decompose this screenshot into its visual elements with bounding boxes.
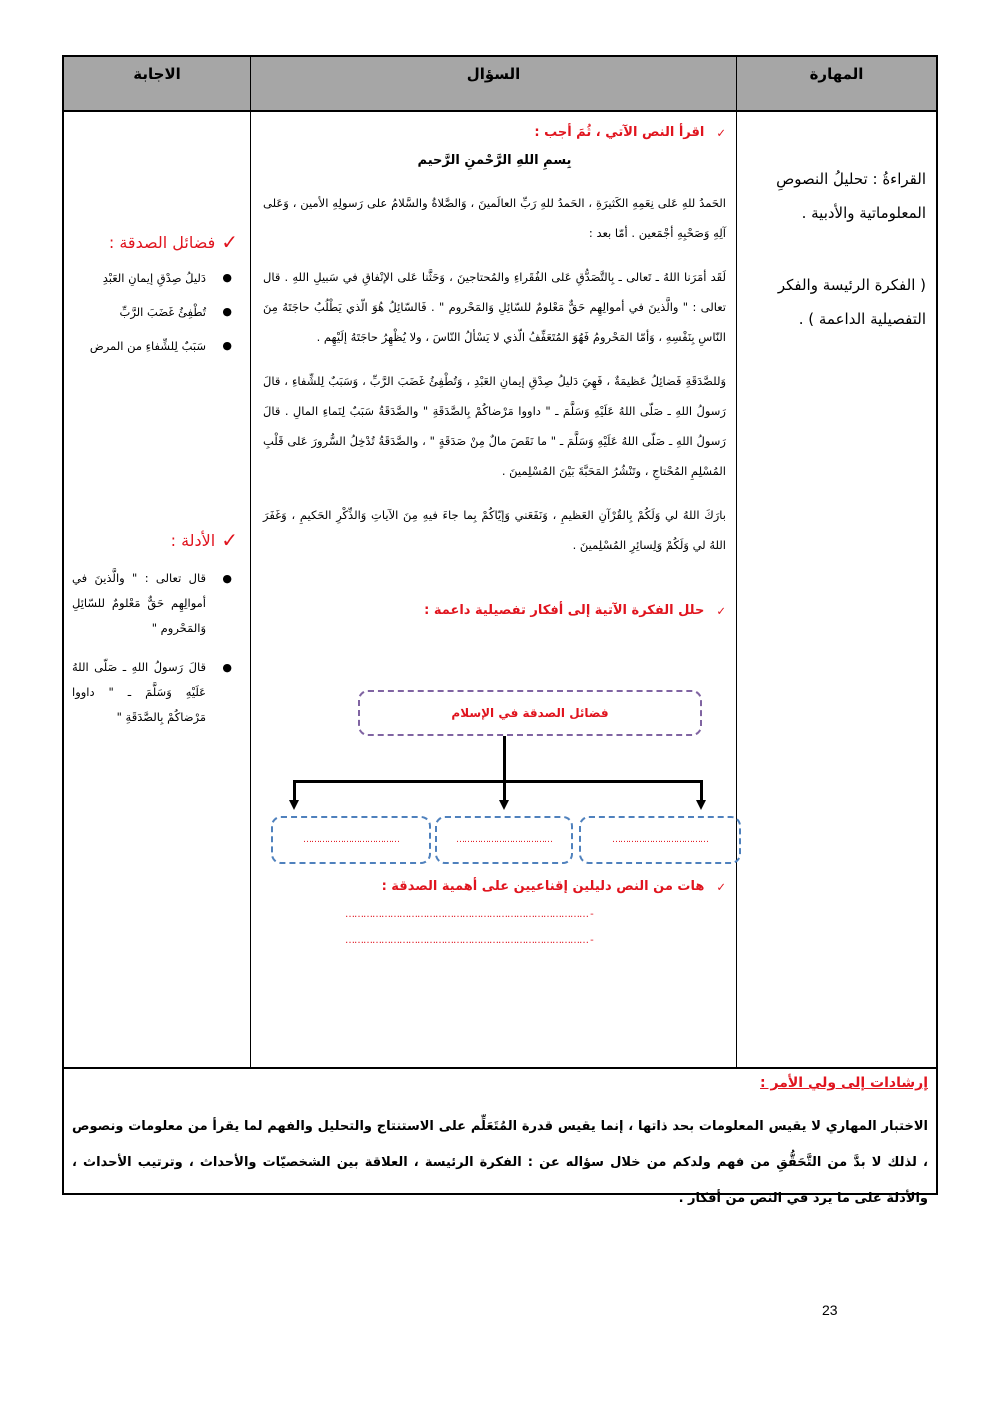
task-3-line	[263, 872, 726, 902]
answer-column	[64, 112, 250, 1067]
skill-description: القراءةُ : تحليلُ النصوصِ المعلوماتية والأدبية .	[776, 170, 926, 222]
list-item: ● دَليلُ صِدْقِ إيمانِ العَبْدِ	[72, 264, 238, 292]
question-column	[250, 112, 736, 1067]
answer-line-1[interactable]: - ………………………………………………………………………	[345, 909, 593, 920]
evidence-heading	[72, 528, 238, 552]
sub-idea-box-2[interactable]: ………………………………	[435, 816, 573, 864]
worksheet-table	[62, 55, 938, 1206]
arrow-down-icon	[289, 800, 299, 810]
virtues-title: فضائل الصدقة :	[108, 232, 216, 252]
header-question: السؤال	[250, 57, 736, 110]
passage-paragraph-3: وَللصَّدَقَةِ فَضائِلُ عَظيمَةٌ ، فَهِيَ دَليلُ صِدْقِ إيمانِ العَبْدِ ، وَتُطْفِئُ غَضَبَ الرَّبِّ ، وَسَبَبٌ لِلشِّفاءِ ، قالَ رَسولُ اللهِ ـ صَلّى اللهُ عَلَيْهِ وَسَلَّمَ ـ " داووا مَرْضاكُمْ بِالصَّدَقَةِ " والصَّدَقَةُ سَبَبٌ لِنَماءِ المالِ . قالَ رَسولُ اللهِ ـ صَلّى اللهُ عَلَيْهِ وَسَلَّمَ ـ " ما نَقَصَ مالٌ مِنْ صَدَقَةٍ " ، والصَّدَقَةُ تُدْخِلُ السُّرورَ عَلى قَلْبِ المُسْلِمِ المُحْتاجِ ، وتَنْشُرُ المَحَبَّةَ بَيْنَ المُسْلِمينَ .	[263, 374, 726, 478]
connector-horizontal	[293, 780, 703, 783]
check-icon: ✓	[716, 604, 726, 618]
check-icon: ✓	[716, 126, 726, 140]
arrow-down-icon	[499, 800, 509, 810]
sub-idea-box-1[interactable]: ………………………………	[271, 816, 431, 864]
connector-left	[293, 780, 296, 802]
guidance-text: الاختبار المهاري لا يقيس المعلومات بحد ذاتها ، إنما يقيس قدرة المُتَعَلِّم على الاستنتاج والتحليل والفهم لما يقرأ من معلومات ونصوص ، لذلك لا بدَّ من التَّحَقُّقِ من فهم ولدكم من خلال سؤاله عن : الفكرة الرئيسة ، العلاقة بين الشخصيّات والأحداث ، وترتيب الأحداث ، والأدلة على ما يرد في النص من أفكار .	[72, 1119, 928, 1206]
list-item: ● تُطْفِئُ غَضَبَ الرَّبِّ	[72, 298, 238, 326]
evidence-title: الأدلة :	[170, 530, 216, 550]
main-idea-box: فضائل الصدقة في الإسلام	[358, 690, 702, 736]
connector-right	[700, 780, 703, 802]
check-icon: ✓	[716, 880, 726, 894]
passage-paragraph-2: لَقَد أمَرَنا اللهُ ـ تَعالى ـ بِالتَّصَدُّقِ عَلى الفُقَراءِ والمُحتاجينَ ، وَحَثَّنا عَلى الإنْفاقِ في سَبيلِ اللهِ . قال تعالى : " والَّذينَ في أموالِهِم حَقٌّ مَعْلومٌ للسّائِلِ وَالمَحْروم " . فَالسّائِلُ هُوَ الّذي يَطْلُبُ حاجَتَهُ مِنَ النّاسِ بِنَفْسِهِ ، وَأمّا المَحْرومُ فَهُوَ المُتَعَفِّفُ الّذي لا يَسْألُ النّاسَ ، ولا يُظْهِرُ حاجَتَهُ إلَيْهِم .	[263, 270, 726, 344]
guidance-title: إرشادات إلى ولي الأمر :	[760, 1075, 928, 1091]
skill-focus: ( الفكرة الرئيسة والفكر التفصيلية الداعمة ) .	[777, 276, 926, 328]
reading-instruction: اقرأ النص الآتي ، ثُمَ أجب :	[534, 125, 705, 140]
list-item: ● قال تعالى : " والَّذينَ في أموالِهِم حَقٌّ مَعْلومٌ للسّائِلِ وَالمَحْروم "	[72, 566, 238, 641]
virtues-heading	[72, 230, 238, 254]
sub-idea-box-3[interactable]: ………………………………	[579, 816, 741, 864]
connector-middle	[503, 780, 506, 802]
list-item: ● قالَ رَسولُ اللهِ ـ صَلّى اللهُ عَلَيْهِ وَسَلَّمَ ـ " داووا مَرْضاكُمْ بِالصَّدَقَةِ "	[72, 655, 238, 730]
virtues-list	[72, 264, 238, 360]
basmala: بِسمِ اللهِ الرَّحْمنِ الرَّحيم	[417, 153, 572, 168]
table-header-row	[64, 57, 936, 112]
analysis-task: حلل الفكرة الآتية إلى أفكار تفصيلية داعمة :	[424, 603, 705, 618]
task-2-line	[263, 596, 726, 626]
passage-paragraph-4: بارَكَ اللهُ لي وَلَكُمْ بِالقُرْآنِ العَظيمِ ، وَنَفَعَني وَإيّاكُمْ بِما جاءَ فيهِ مِنَ الآياتِ وَالذِّكْرِ الحَكيمِ ، وَغَفَرَ اللهُ لي وَلَكُمْ وَلِسائِرِ المُسْلِمينَ .	[263, 508, 726, 552]
table-body-row	[64, 112, 936, 1069]
idea-diagram	[263, 634, 726, 874]
connector-vertical	[503, 736, 506, 782]
header-answer: الاجابة	[133, 65, 181, 83]
parent-guidance	[64, 1069, 936, 1206]
arrow-down-icon	[696, 800, 706, 810]
evidence-list	[72, 566, 238, 730]
list-item: ● سَبَبٌ لِلشِّفاءِ من المرض	[72, 332, 238, 360]
page-number: 23	[822, 1302, 838, 1318]
answer-line-2[interactable]: - ………………………………………………………………………	[345, 935, 593, 946]
check-icon: ✓	[221, 528, 238, 552]
check-icon: ✓	[221, 230, 238, 254]
skill-column	[736, 112, 936, 1067]
passage-paragraph-1: الحَمدُ للهِ عَلى نِعَمِهِ الكَثيرَةِ ، الحَمدُ للهِ رَبِّ العالَمينَ ، وَالصَّلاةُ والسَّلامُ على رَسولِهِ الأمين ، وَعَلى آلِهِ وَصَحْبِهِ أجْمَعين . أمّا بعد :	[263, 196, 726, 240]
evidence-task: هات من النص دليلين إقناعيين على أهمية الصدقة :	[381, 879, 705, 894]
instruction-line	[263, 118, 726, 148]
header-skill: المهارة	[736, 57, 936, 110]
